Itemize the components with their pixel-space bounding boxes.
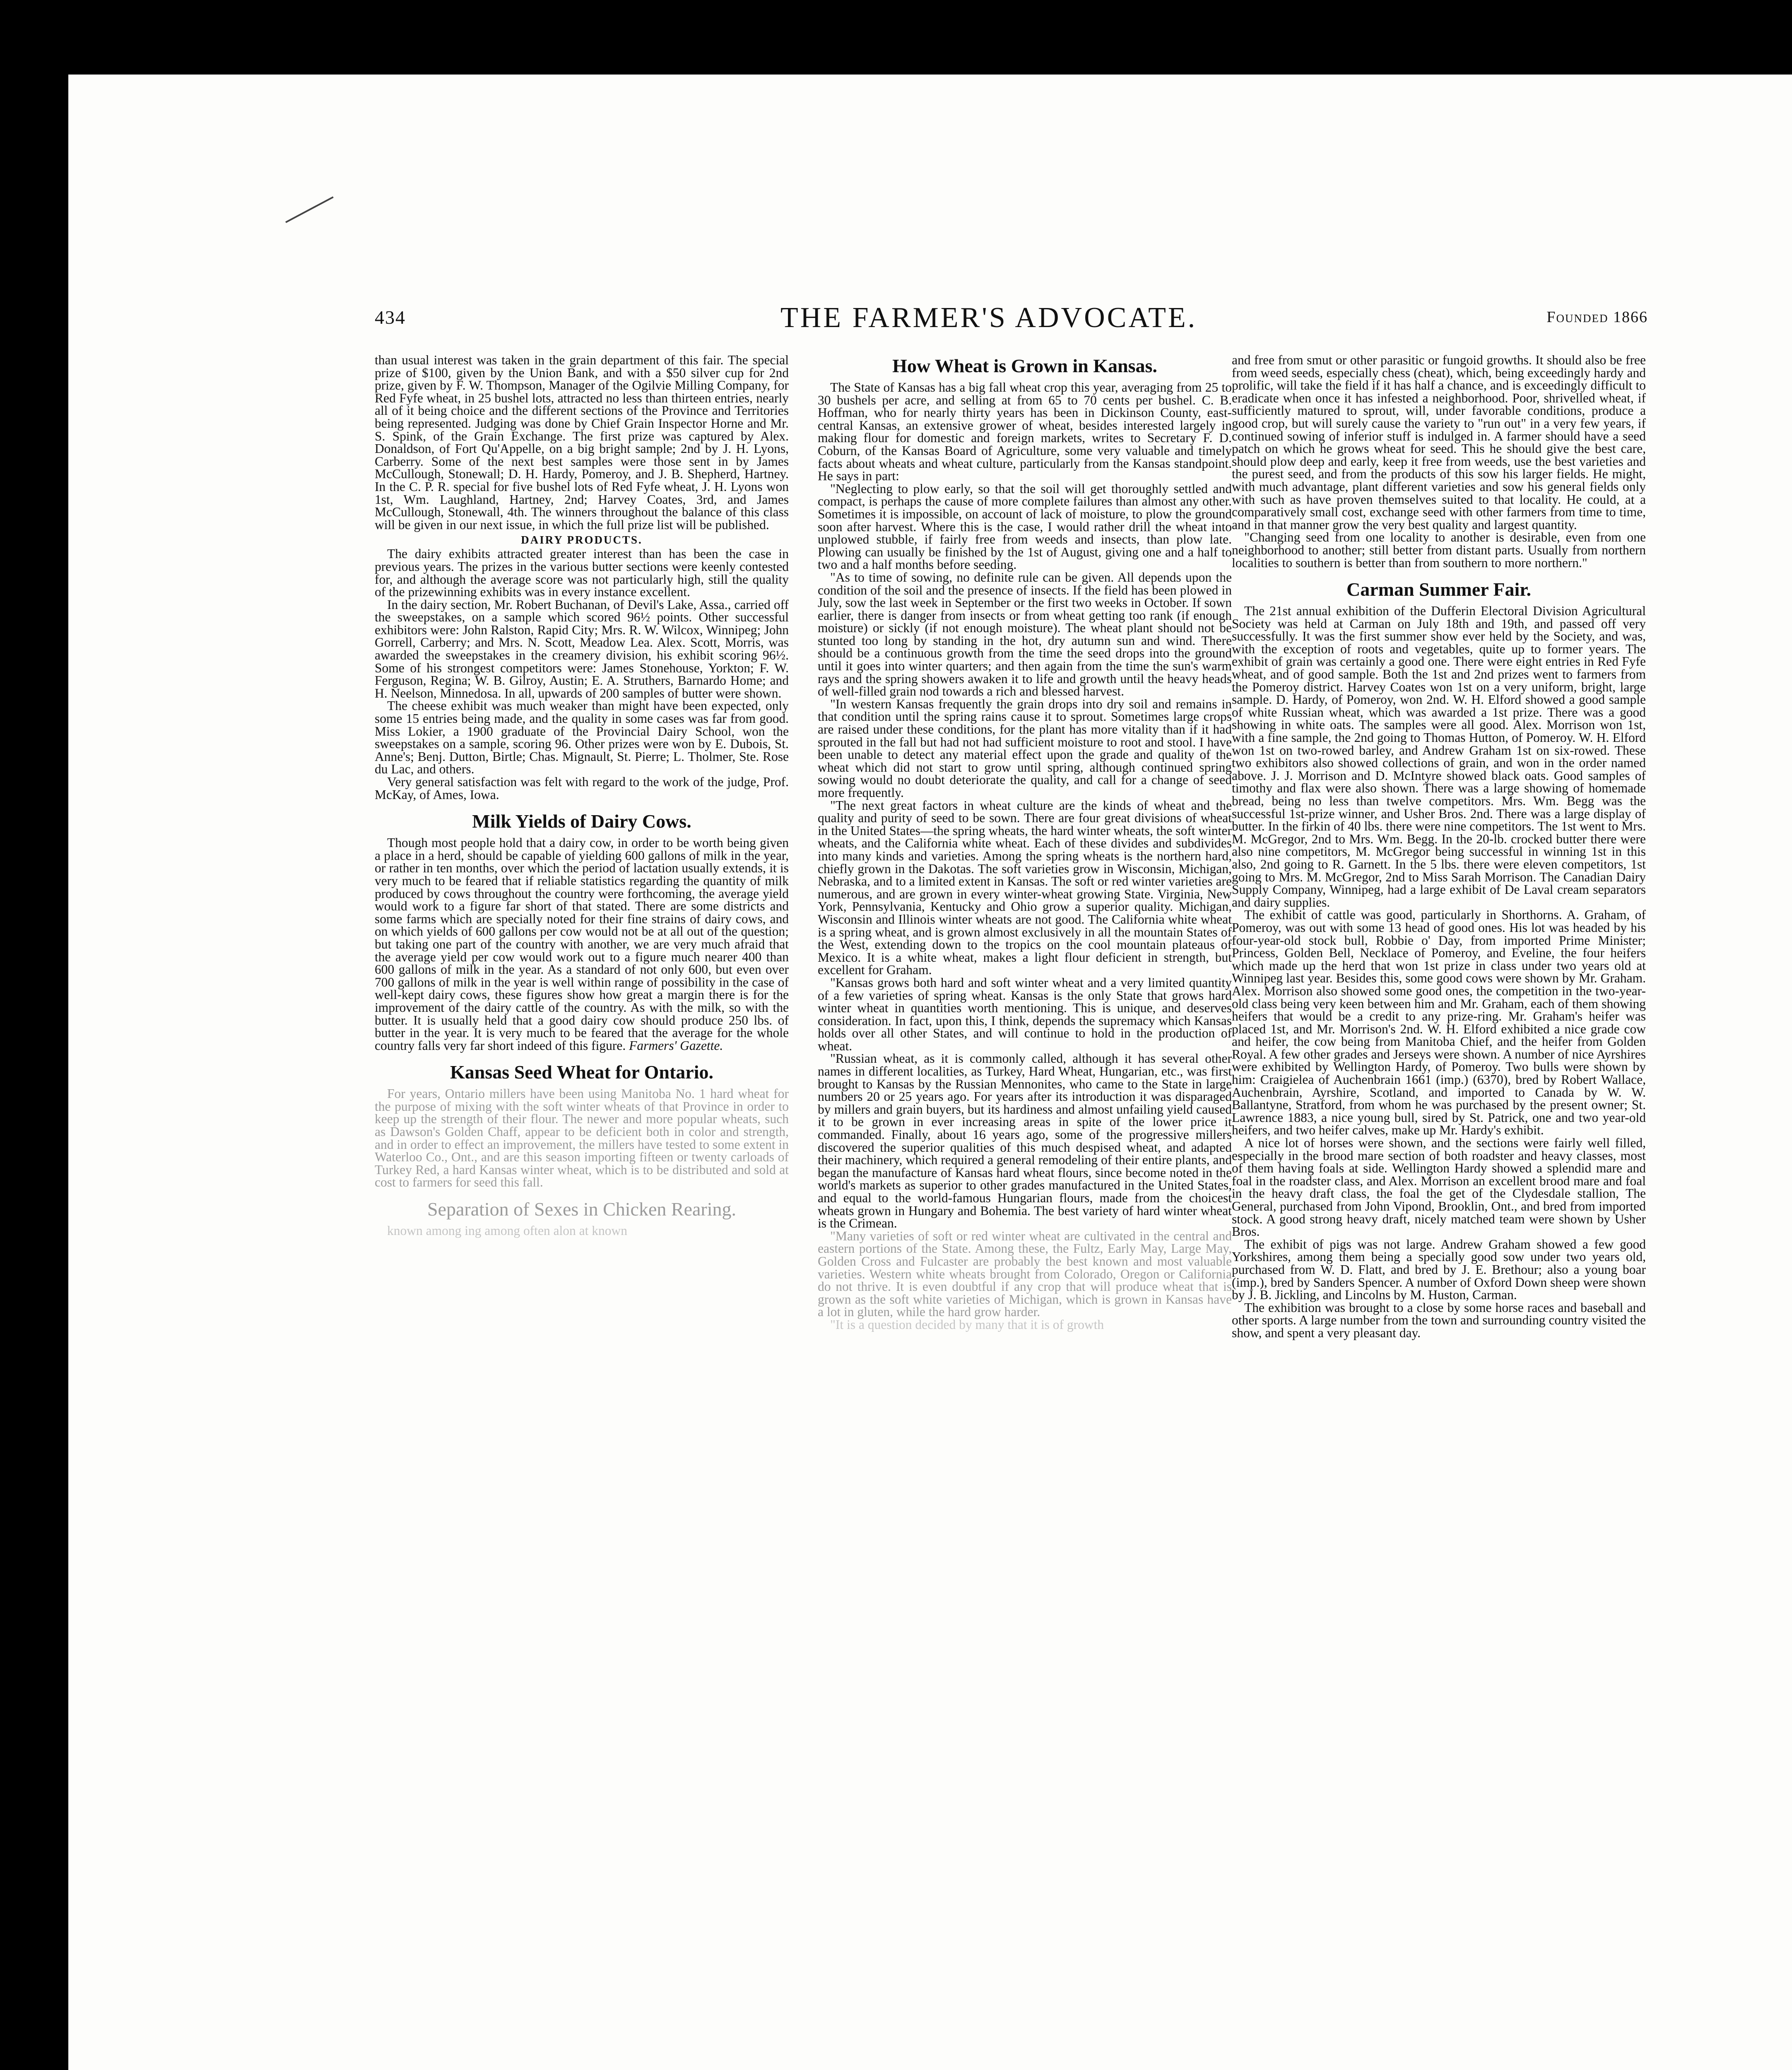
milk-yields-text: Though most people hold that a dairy cow, in order to be worth being given a place in a herd, should be capable of yielding 600 gallons of milk in the year, or rather in ten months, over which the period of lactation usually extends, it is very much to be feared that if reliable statistics regarding the quantity of milk produced by cows throughout the country were forthcoming, the average yield would work to a figure far short of that stated. There are some districts and some farms which are specially noted for their fine strains of dairy cows, and on which yields of 600 gallons per cow would not be at all out of the question; but taking one part of the country with another, we are very much afraid that the average yield per cow would work out to a figure much nearer 400 than 600 gallons of milk in the year. As a standard of not only 600, but even over 700 gallons of milk in the year is well within range of possibility in the case of well-kept dairy cows, these figures show how great a margin there is for the improvement of the dairy cattle of the country. As with the milk, so with the butter. It is usually held that a good dairy cow should produce 250 lbs. of butter in the year. It is very much to be feared that the average for the whole country falls very far short indeed of this figure. bbox=[375, 835, 789, 1053]
carman-paragraph-1: The 21st annual exhibition of the Dufferin Electoral Division Agricultural Society was held at Carman on July 18th and 19th, and passed off very successfully. It was the first summer show ever held by the Society, and was, with the exception of roots and vegetables, quite up to former years. The exhibit of grain was certainly a good one. There were eight entries in Red Fyfe wheat, and of good sample. Both the 1st and 2nd prizes went to farmers from the Pomeroy district. Harvey Coates won 1st on a very uniform, bright, large sample. D. Hardy, of Pomeroy, won 2nd. W. H. Elford showed a good sample of white Russian wheat, which was awarded a 1st prize. There was a good showing in white oats. The samples were all good. Alex. Morrison won 1st, with a fine sample, the 2nd going to Thomas Hutton, of Pomeroy. W. H. Elford won 1st on two-rowed barley, and Andrew Graham 1st on six-rowed. These two exhibitors also showed collections of grain, and won in the order named above. J. J. Morrison and D. McIntyre showed black oats. Good samples of timothy and flax were also shown. There was a large showing of homemade bread, being no less than twelve competitors. Mrs. Wm. Begg was the successful 1st-prize winner, and Usher Bros. 2nd. There was a large display of butter. In the firkin of 40 lbs. there were nine competitors. The 1st went to Mrs. M. McGregor, 2nd to Mrs. Wm. Begg. In the 20-lb. crocked butter there were also nine competitors, M. McGregor being successful in winning 1st in this also, 2nd going to R. Garnett. In the 5 lbs. there were eleven competitors, 1st going to Mrs. M. McGregor, 2nd to Miss Sarah Morrison. The Canadian Dairy Supply Company, Winnipeg, had a large exhibit of De Laval cream separators and dairy supplies. bbox=[1232, 604, 1646, 910]
kansas-paragraph-5: "The next great factors in wheat culture are the kinds of wheat and the quality and purity of seed to be sown. There are four great divisions of wheat in the United States—the spring wheats, the hard winter wheats, the soft winter wheats, and the California white wheat. Each of these divides and subdivides into many kinds and varieties. Among the spring wheats is the northern hard, chiefly grown in the Dakotas. The soft varieties grow in Wisconsin, Michigan, Nebraska, and to a limited extent in Kansas. The soft or red winter varieties are numerous, and are grown in every winter-wheat growing State. Virginia, New York, Pennsylvania, Kentucky and Ohio grow a superior quality. Michigan, Wisconsin and Illinois winter wheats are not good. The California white wheat is a spring wheat, and is grown almost exclusively in all the mountain States of the West, extending down to the tropics on the cool mountain plateaus of Mexico. It is a white wheat, makes a light flour deficient in strength, but excellent for Graham. bbox=[818, 798, 1232, 977]
milk-yields-source: Farmers' Gazette. bbox=[629, 1038, 723, 1053]
kansas-continued-paragraph-2: "Changing seed from one locality to another is desirable, even from one neighborhood to another; still better from distant parts. Usually from northern localities to southern is better than from southern to more northern." bbox=[1232, 530, 1646, 570]
dairy-products-subheading: DAIRY PRODUCTS. bbox=[521, 534, 643, 546]
masthead-title: THE FARMER'S ADVOCATE. bbox=[780, 302, 1197, 334]
chicken-rearing-heading: Separation of Sexes in Chicken Rearing. bbox=[427, 1199, 737, 1220]
page-header bbox=[375, 298, 1648, 360]
column-right bbox=[1232, 354, 1646, 2070]
carman-paragraph-2: The exhibit of cattle was good, particularly in Shorthorns. A. Graham, of Pomeroy, was out with some 13 head of good ones. His lot was headed by his four-year-old stock bull, Robbie o' Day, from imported Prime Minister; Princess, Golden Bell, Necklace of Pomeroy, and Eveline, the four heifers which made up the herd that won 1st prize in class under two years old at Winnipeg last year. Besides this, some good cows were shown by Mr. Graham. Alex. Morrison also showed some good ones, the competition in the two-year-old class being very keen between him and Mr. Graham, each of them showing heifers that would be a credit to any prize-ring. Mr. Graham's heifer was placed 1st, and Mr. Morrison's 2nd. W. H. Elford exhibited a nice grade cow and heifer, the cow being from Manitoba Chief, and the heifer from Golden Royal. A few other grades and Jerseys were shown. A number of nice Ayrshires were exhibited by Wellington Hardy, of Pomeroy. Two bulls were shown by him: Craigielea of Auchenbrain 1661 (imp.) (6370), bred by Robert Wallace, Auchenbrain, Ayrshire, Scotland, and imported to Canada by W. W. Ballantyne, Stratford, from whom he was purchased by the present owner; St. Lawrence 1883, a nice young bull, sired by St. Patrick, one and two year-old heifers, and two heifer calves, make up Mr. Hardy's exhibit. bbox=[1232, 907, 1646, 1138]
column-left bbox=[375, 354, 789, 2070]
kansas-paragraph-4: "In western Kansas frequently the grain drops into dry soil and remains in that condition until the spring rains cause it to sprout. Sometimes large crops are raised under these conditions, for the plant has more vitality than if it had sprouted in the fall but had not had sufficient moisture to root and stool. I have been unable to detect any material effect upon the grade and quality of the wheat which did not start to grow until spring, although continued spring sowing would no doubt deteriorate the quality, and call for a change of seed more frequently. bbox=[818, 696, 1232, 800]
dairy-paragraph-4: Very general satisfaction was felt with regard to the work of the judge, Prof. McKay, of Ames, Iowa. bbox=[375, 775, 789, 802]
milk-yields-heading: Milk Yields of Dairy Cows. bbox=[472, 811, 691, 832]
chicken-rearing-paragraph: known among ing among often alon at known bbox=[387, 1223, 628, 1238]
kansas-paragraph-9: "It is a question decided by many that it is of growth bbox=[830, 1317, 1104, 1332]
carman-paragraph-3: A nice lot of horses were shown, and the sections were fairly well filled, especially in the brood mare section of both roadster and heavy classes, most of them having foals at side. Wellington Hardy showed a splendid mare and foal in the roadster class, and Alex. Morrison an excellent brood mare and foal in the heavy draft class, the foal the get of the Clydesdale stallion, The General, purchased from John Vipond, Brooklin, Ont., and bred from imported stock. A good strong heavy draft, nicely matched team were shown by Usher Bros. bbox=[1232, 1136, 1646, 1239]
dairy-paragraph-2: In the dairy section, Mr. Robert Buchanan, of Devil's Lake, Assa., carried off the sweepstakes, on a sample which scored 96½ points. Other successful exhibitors were: John Ralston, Rapid City; Mrs. R. W. Wilcox, Winnipeg; John Gorrell, Carberry; and Mrs. N. Scott, Meadow Lea. Alex. Scott, Morris, was awarded the sweepstakes in the creamery division, his exhibit scoring 96½. Some of his strongest competitors were: James Stonehouse, Yorkton; F. W. Ferguson, Regina; W. B. Gilroy, Austin; E. A. Struthers, Barnardo Home; and H. Neelson, Minnedosa. In all, upwards of 200 samples of butter were shown. bbox=[375, 597, 789, 700]
page-number: 434 bbox=[375, 307, 406, 328]
kansas-paragraph-3: "As to time of sowing, no definite rule can be given. All depends upon the condition of the soil and the presence of insects. If the field has been plowed in July, sow the last week in September or the first two weeks in October. If sown earlier, there is danger from insects or from wheat getting too rank (if enough moisture) or sickly (if not enough moisture). The wheat plant should not be stunted too long by standing in the hot, dry autumn sun and wind. There should be a continuous growth from the time the seed drops into the ground until it goes into winter quarters; and then again from the time the sun's warm rays and the spring showers awaken it to life and growth until the heavy heads of well-filled grain nod towards a rich and blessed harvest. bbox=[818, 570, 1232, 699]
kansas-paragraph-7: "Russian wheat, as it is commonly called, although it has several other names in different localities, as Turkey, Hard Wheat, Hungarian, etc., was first brought to Kansas by the Russian Mennonites, who came to the State in large numbers 20 or 25 years ago. For years after its introduction it was disparaged by millers and grain buyers, but its hardiness and almost unfailing yield caused it to be grown in ever increasing areas in spite of the lower price it commanded. Finally, about 16 years ago, some of the progressive millers discovered the superior qualities of this much despised wheat, and adapted their machinery, which required a general remodeling of their entire plants, and began the manufacture of Kansas hard wheat flours, since become noted in the world's markets as superior to other grades manufactured in the United States, and equal to the world-famous Hungarian flours, made from the choicest wheats grown in Hungary and Bohemia. The best variety of hard winter wheat is the Crimean. bbox=[818, 1051, 1232, 1231]
dairy-paragraph-1: The dairy exhibits attracted greater interest than has been the case in previous years. The prizes in the various butter sections were keenly contested for, and although the average score was not particularly high, still the quality of the prizewinning exhibits was in every instance excellent. bbox=[375, 546, 789, 599]
kansas-continued-paragraph: and free from smut or other parasitic or fungoid growths. It should also be free from weed seeds, especially chess (cheat), which, being exceedingly hardy and prolific, will take the field if it has half a chance, and is exceedingly difficult to eradicate when once it has infested a neighborhood. Poor, shrivelled wheat, if sufficiently matured to sprout, will, under favorable conditions, produce a good crop, but will surely cause the variety to "run out" in a very few years, if continued sowing of inferior stuff is indulged in. A farmer should have a seed patch on which he grows wheat for seed. This he should give the best care, should plow deep and early, keep it free from weeds, use the best varieties and the purest seed, and from the products of this sow his larger fields. He might, with much advantage, plant different varieties and sow his general fields only with such as have proven themselves suited to that locality. He could, at a comparatively small cost, exchange seed with other farmers from time to time, and in that manner grow the very best quality and largest quantity. bbox=[1232, 354, 1646, 532]
kansas-paragraph-1: The State of Kansas has a big fall wheat crop this year, averaging from 25 to 30 bushels per acre, and selling at from 65 to 70 cents per bushel. C. B. Hoffman, who for nearly thirty years has been in Dickinson County, east-central Kansas, an extensive grower of wheat, besides interested largely in making flour for domestic and foreign markets, writes to Secretary F. D. Coburn, of the Kansas Board of Agriculture, some very valuable and timely facts about wheats and wheat culture, particularly from the Kansas standpoint. He says in part: bbox=[818, 380, 1232, 484]
milk-yields-paragraph bbox=[375, 837, 789, 1052]
kansas-paragraph-8: "Many varieties of soft or red winter wheat are cultivated in the central and eastern portions of the State. Among these, the Fultz, Early May, Large May, Golden Cross and Fulcaster are probably the best known and most valuable varieties. Western white wheats brought from Colorado, Oregon or California do not thrive. It is even doubtful if any crop that will produce wheat that is grown as the soft white varieties of Michigan, which is grown in Kansas have a lot in gluten, while the hard grow harder. bbox=[818, 1228, 1232, 1319]
founded-line: Founded 1866 bbox=[1546, 308, 1648, 326]
grain-report-paragraph: than usual interest was taken in the grain department of this fair. The special prize of $100, given by the Union Bank, and with a $50 silver cup for 2nd prize, given by F. W. Thompson, Manager of the Ogilvie Milling Company, for Red Fyfe wheat, in 25 bushel lots, attracted no less than thirteen entries, nearly all of it being choice and the different sections of the Province and Territories being represented. Judging was done by Chief Grain Inspector Horne and Mr. S. Spink, of the Grain Exchange. The first prize was captured by Alex. Donaldson, of Fort Qu'Appelle, on a big bright sample; 2nd by J. H. Lyons, Carberry. Some of the next best samples were those sent in by James McCullough, Stonewall; D. H. Hardy, Pomeroy, and J. B. Shepherd, Hartney. In the C. P. R. special for five bushel lots of Red Fyfe wheat, J. H. Lyons won 1st, Wm. Laughland, Hartney, 2nd; Harvey Coates, 3rd, and James McCullough, Stonewall, 4th. The winners throughout the balance of this class will be given in our next issue, in which the full prize list will be published. bbox=[375, 354, 789, 532]
dairy-paragraph-3: The cheese exhibit was much weaker than might have been expected, only some 15 entries being made, and the quality in some cases was far from good. Miss Lokier, a 1900 graduate of the Provincial Dairy School, won the sweepstakes on a sample, scoring 96. Other prizes were won by E. Dubois, St. Anne's; Benj. Dutton, Birtle; Chas. Mignault, St. Pierre; L. Tholmer, Ste. Rose du Lac, and others. bbox=[375, 698, 789, 777]
kansas-paragraph-6: "Kansas grows both hard and soft winter wheat and a very limited quantity of a few varieties of spring wheat. Kansas is the only State that grows hard winter wheat in quantities worth mentioning. This is unique, and deserves consideration. In fact, upon this, I think, depends the supremacy which Kansas holds over all other States, and will continue to hold in the production of wheat. bbox=[818, 975, 1232, 1053]
kansas-paragraph-2: "Neglecting to plow early, so that the soil will get thoroughly settled and compact, is perhaps the cause of more complete failures than almost any other. Sometimes it is impossible, on account of lack of moisture, to plow the ground soon after harvest. Where this is the case, I would rather drill the wheat into unplowed stubble, if fairly free from weeds and insects, than plow late. Plowing can usually be finished by the 1st of August, giving one and a half to two and a half months before seeding. bbox=[818, 481, 1232, 572]
carman-paragraph-4: The exhibit of pigs was not large. Andrew Graham showed a few good Yorkshires, among them being a specially good sow under two years old, purchased from W. D. Flatt, and bred by J. E. Brethour; also a young boar (imp.), bred by Sanders Spencer. A number of Oxford Down sheep were shown by J. B. Jickling, and Lincolns by M. Huston, Carman. bbox=[1232, 1237, 1646, 1302]
carman-fair-heading: Carman Summer Fair. bbox=[1346, 579, 1531, 600]
column-middle bbox=[818, 354, 1232, 2070]
kansas-seed-wheat-paragraph: For years, Ontario millers have been using Manitoba No. 1 hard wheat for the purpose of mixing with the soft winter wheats of that Province in order to keep up the strength of their flour. The newer and more popular wheats, such as Dawson's Golden Chaff, appear to be deficient both in color and strength, and in order to effect an improvement, the millers have tested to some extent in Waterloo Co., Ont., and are this season importing fifteen or twenty carloads of Turkey Red, a hard Kansas winter wheat, which is to be distributed and sold at cost to farmers for seed this fall. bbox=[375, 1086, 789, 1190]
kansas-seed-wheat-heading: Kansas Seed Wheat for Ontario. bbox=[450, 1061, 713, 1083]
kansas-wheat-heading: How Wheat is Grown in Kansas. bbox=[892, 355, 1157, 376]
carman-paragraph-5: The exhibition was brought to a close by some horse races and baseball and other sports. A large number from the town and surrounding country visited the show, and spent a very pleasant day. bbox=[1232, 1300, 1646, 1340]
